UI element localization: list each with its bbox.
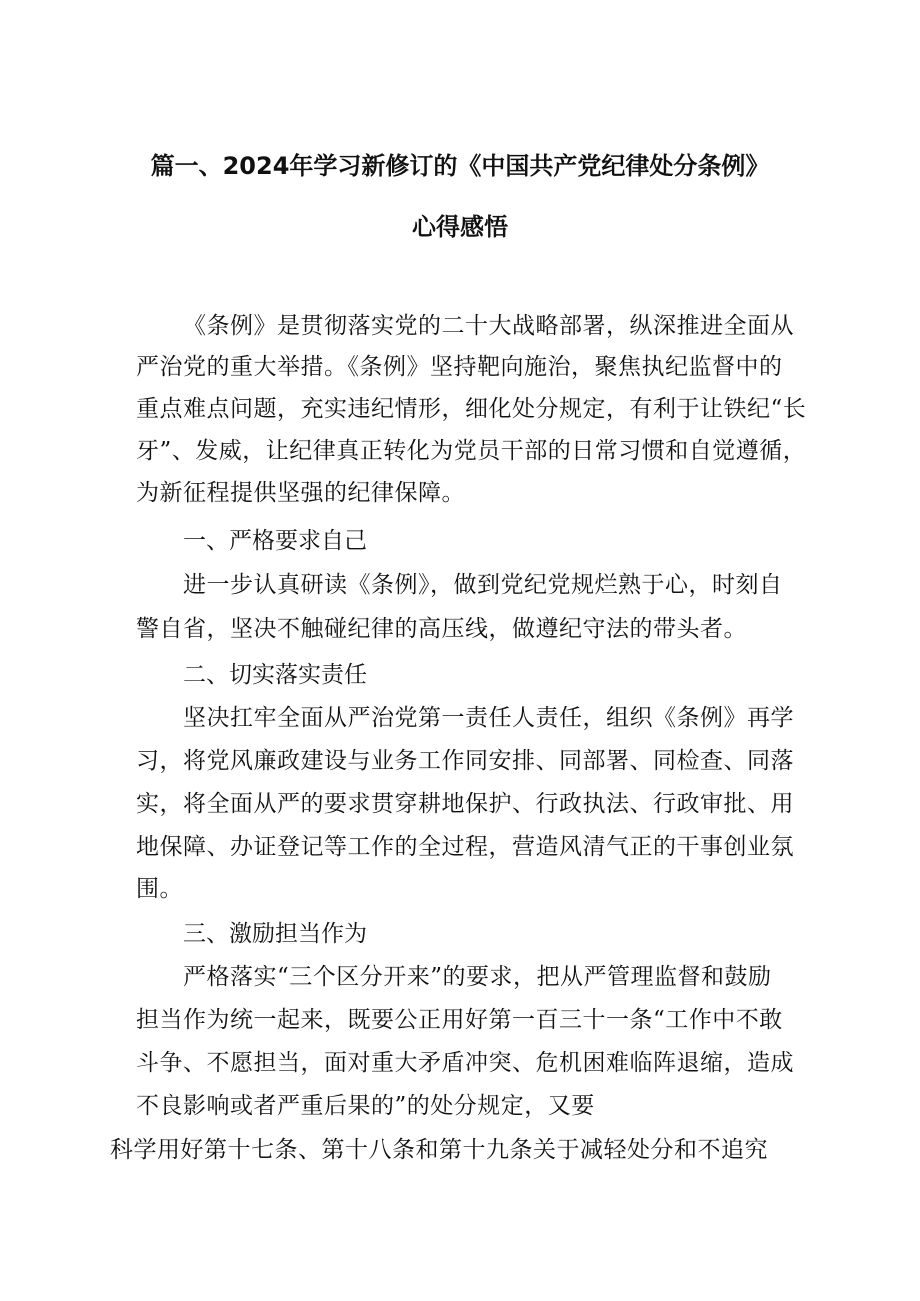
- intro-line-5: 为新征程提供坚强的纪律保障。: [136, 480, 465, 506]
- section-3-line-5: 科学用好第十七条、第十八条和第十九条关于减轻处分和不追究: [110, 1137, 768, 1163]
- section-2-line-4: 地保障、办证登记等工作的全过程，营造风清气正的干事创业氛: [136, 834, 794, 860]
- intro-line-2: 严治党的重大举措。《条例》坚持靶向施治，聚焦执纪监督中的: [136, 354, 783, 380]
- section-3-heading: 三、激励担当作为: [183, 921, 367, 947]
- section-1-line-2: 警自省，坚决不触碰纪律的高压线，做遵纪守法的带头者。: [136, 616, 747, 642]
- section-1-heading: 一、严格要求自己: [183, 528, 367, 554]
- document-title-line-2: 心得感悟: [412, 213, 508, 241]
- document-title-line-1: 篇一、2024年学习新修订的《中国共产党纪律处分条例》: [150, 152, 770, 180]
- section-2-line-5: 围。: [136, 876, 183, 902]
- section-2-line-2: 习，将党风廉政建设与业务工作同安排、同部署、同检查、同落: [136, 748, 794, 774]
- section-3-line-4: 不良影响或者严重后果的”的处分规定，又要: [136, 1093, 595, 1119]
- section-3-line-2: 担当作为统一起来，既要公正用好第一百三十一条“工作中不敢: [136, 1007, 783, 1033]
- section-2-line-3: 实，将全面从严的要求贯穿耕地保护、行政执法、行政审批、用: [136, 791, 794, 817]
- section-2-heading: 二、切实落实责任: [183, 662, 367, 688]
- intro-line-3: 重点难点问题，充实违纪情形，细化处分规定，有利于让铁纪“长: [136, 396, 807, 422]
- section-1-line-1: 进一步认真研读《条例》，做到党纪党规烂熟于心，时刻自: [183, 572, 783, 598]
- intro-line-4: 牙”、发威，让纪律真正转化为党员干部的日常习惯和自觉遵循，: [136, 438, 807, 464]
- section-2-line-1: 坚决扛牢全面从严治党第一责任人责任，组织《条例》再学: [183, 705, 794, 731]
- section-3-line-1: 严格落实“三个区分开来”的要求，把从严管理监督和鼓励: [183, 964, 772, 990]
- intro-line-1: 《条例》是贯彻落实党的二十大战略部署，纵深推进全面从: [183, 313, 794, 339]
- section-3-line-3: 斗争、不愿担当，面对重大矛盾冲突、危机困难临阵退缩，造成: [136, 1050, 794, 1076]
